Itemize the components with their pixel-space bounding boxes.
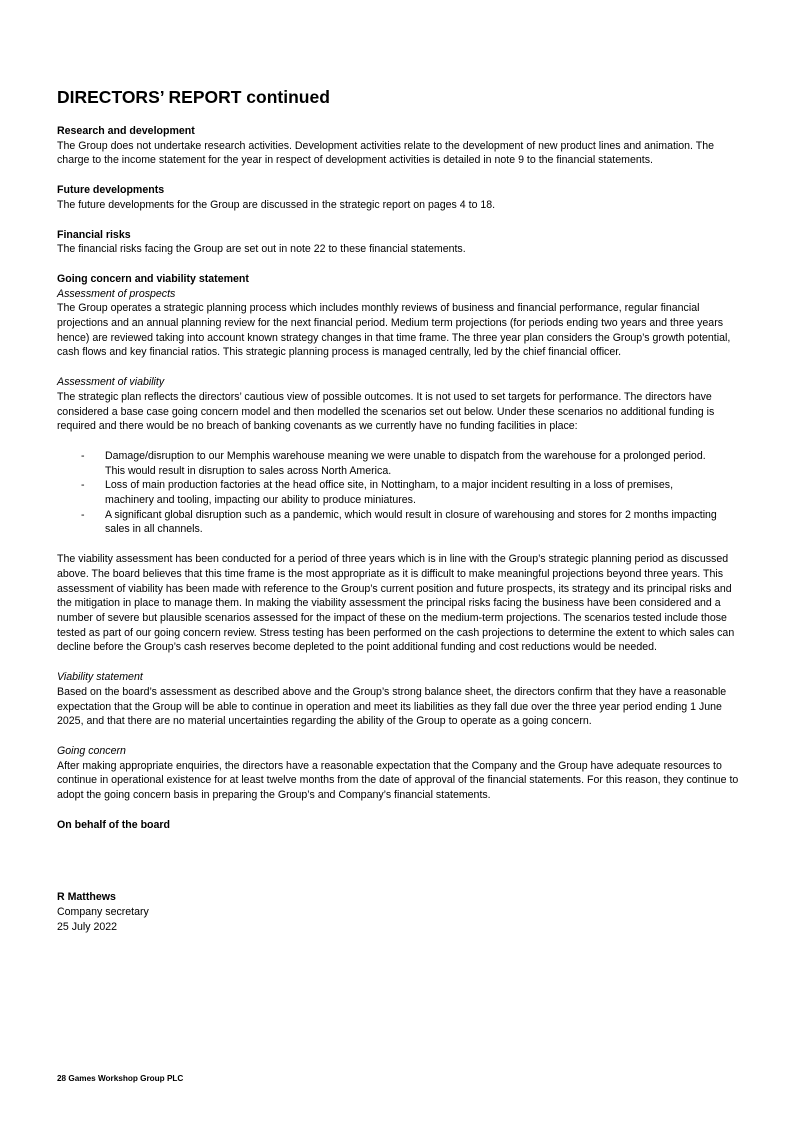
- list-item: [57, 508, 747, 537]
- financial-risks-text: The financial risks facing the Group are set out in note 22 to these financial statements.: [57, 243, 466, 256]
- viability-subheading: Assessment of viability: [57, 376, 165, 389]
- list-item: [57, 449, 747, 478]
- signatory-name: R Matthews: [57, 891, 116, 904]
- scenario-text: Loss of main production factories at the head office site, in Nottingham, to a major incident resulting in a loss of premises, machinery and tooling, impacting our ability to produce miniatures.: [105, 479, 674, 507]
- statement-text: Based on the board’s assessment as described above and the Group’s strong balance sheet, the directors confirm that they have a reasonable expectation that the Group will be able to continue in operation and meet its liabilities as they fall due over the three year period ending 1 June 2025, and that there are no material uncertainties regarding the ability of the Group to operate as a going concern.: [57, 685, 727, 728]
- research-heading: Research and development: [57, 125, 195, 137]
- signoff-date: 25 July 2022: [57, 920, 118, 933]
- assessment-text: The viability assessment has been conducted for a period of three years which is in line with the Group’s strategic planning period as discussed above. The board believes that this time frame is the most appropriate as it is difficult to make meaningful projections beyond three years. This assessment of viability has been made with reference to the Group’s current position and future prospects, its strategy and its principal risks and the mitigation in place to manage them. In making the viability assessment the principal risks facing the business have been considered and a number of severe but plausible scenarios assessed for the impact of these on the medium-term projections. The scenarios tested include those tested as part of our going concern review. Stress testing has been performed on the cash projections to determine the extent to which sales can decline before the Group’s cash reserves become depleted to the point additional funding and cost reductions would be needed.: [57, 553, 735, 654]
- scenario-text: Damage/disruption to our Memphis warehouse meaning we were unable to dispatch from the warehouse for a prolonged period. This would result in disruption to sales across North America.: [105, 449, 706, 477]
- scenario-text: A significant global disruption such as a pandemic, which would result in closure of warehousing and stores for 2 months impacting sales in all channels.: [105, 508, 717, 536]
- financial-risks-heading: Financial risks: [57, 228, 131, 241]
- prospects-subheading: Assessment of prospects: [57, 287, 176, 300]
- going-concern-section: [57, 272, 747, 803]
- concern-text: After making appropriate enquiries, the directors have a reasonable expectation that the Company and the Group have adequate resources to continue in operational existence for at least twelve months from the date of approval of the financial statements. For this reason, they continue to adopt the going concern basis in preparing the Group’s and Company’s financial statements.: [57, 759, 739, 802]
- research-text: The Group does not undertake research activities. Development activities relate to the development of new product lines and animation. The charge to the income statement for the year in respect of development activities is detailed in note 9 to the financial statements.: [57, 139, 714, 167]
- research-section: [57, 124, 747, 168]
- page-title: DIRECTORS’ REPORT continued: [57, 87, 330, 107]
- financial-risks-section: [57, 228, 747, 257]
- concern-subheading: Going concern: [57, 744, 126, 757]
- list-item: [57, 478, 747, 507]
- future-section: [57, 183, 747, 212]
- signoff-block: [57, 818, 747, 935]
- statement-subheading: Viability statement: [57, 671, 143, 684]
- scenario-list: [57, 449, 747, 537]
- report-page: [57, 86, 747, 935]
- bullet-dash: -: [81, 479, 85, 492]
- prospects-text: The Group operates a strategic planning process which includes monthly reviews of business and financial performance, regular financial projections and an annual planning review for the next financial period. Medium term projections (for periods ending two years and three years hence) are reviewed taking into account known strategy changes in that time frame. The three year plan considers the Group’s growth potential, cash flows and key financial ratios. This strategic planning process is managed centrally, led by the chief financial officer.: [57, 302, 731, 359]
- future-text: The future developments for the Group are discussed in the strategic report on pages 4 to 18.: [57, 198, 496, 211]
- future-heading: Future developments: [57, 184, 165, 197]
- going-concern-heading: Going concern and viability statement: [57, 272, 249, 285]
- signatory-role: Company secretary: [57, 906, 149, 919]
- on-behalf-label: On behalf of the board: [57, 818, 170, 831]
- viability-text: The strategic plan reflects the directors’ cautious view of possible outcomes. It is not used to set targets for performance. The directors have considered a base case going concern model and then modelled the scenarios set out below. Under these scenarios no additional funding is required and there would be no breach of banking covenants as we currently have no funding facilities in place:: [57, 390, 715, 433]
- signature-space: [57, 832, 747, 890]
- page-footer: 28 Games Workshop Group PLC: [57, 1074, 184, 1083]
- bullet-dash: -: [81, 449, 85, 462]
- bullet-dash: -: [81, 508, 85, 521]
